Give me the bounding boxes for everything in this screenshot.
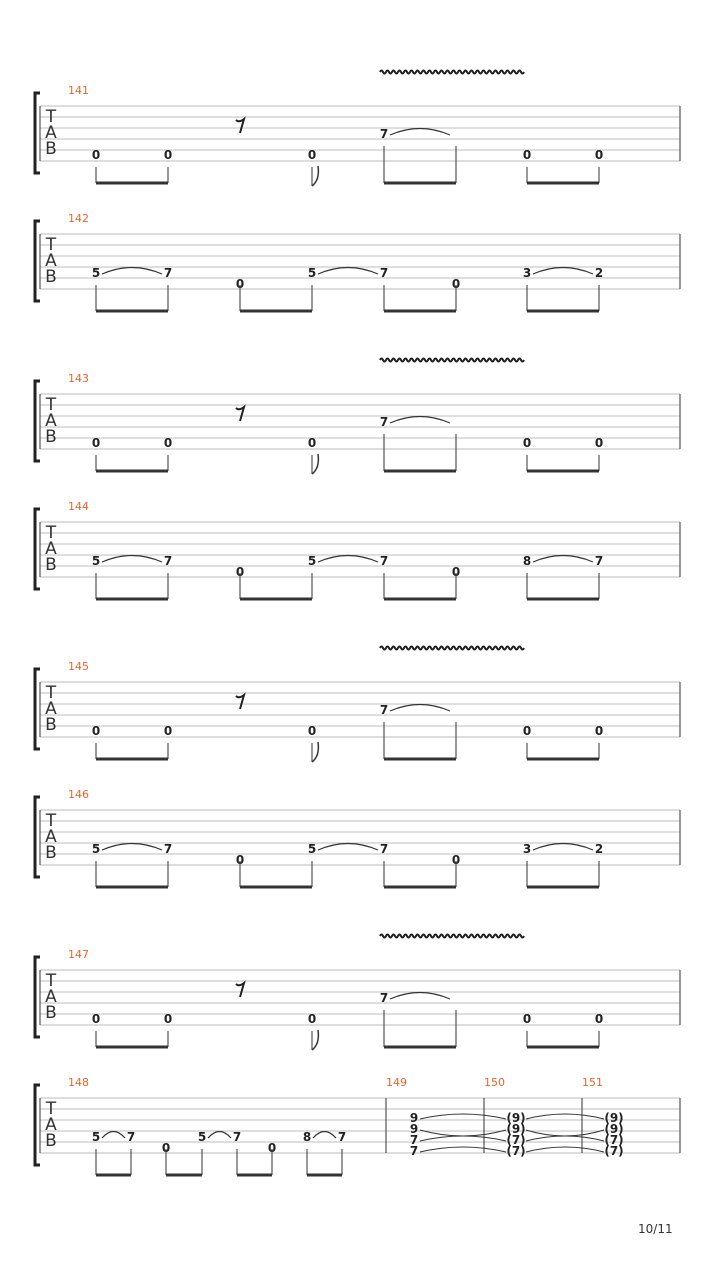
measure-number: 144 xyxy=(68,500,89,513)
tab-letter: T xyxy=(45,1099,57,1119)
fret-number: 0 xyxy=(522,148,532,162)
chord-fret: 9 xyxy=(409,1122,419,1136)
fret-number: 0 xyxy=(594,724,604,738)
staff-system xyxy=(35,1085,680,1165)
fret-number: 5 xyxy=(307,554,317,568)
staff-system xyxy=(35,669,680,749)
chord-fret: (7) xyxy=(506,1133,526,1147)
fret-number: 0 xyxy=(163,1012,173,1026)
measure-number: 141 xyxy=(68,84,89,97)
fret-number: 3 xyxy=(522,842,532,856)
fret-number: 0 xyxy=(91,1012,101,1026)
fret-number: 7 xyxy=(594,554,604,568)
fret-number: 7 xyxy=(126,1130,136,1144)
fret-number: 5 xyxy=(91,266,101,280)
tab-letter: T xyxy=(45,811,57,831)
tie-arc xyxy=(390,417,450,424)
tab-letter: B xyxy=(45,1003,57,1023)
note-flag xyxy=(312,742,318,762)
fret-number: 7 xyxy=(163,266,173,280)
tie-arc xyxy=(318,556,378,563)
fret-number: 7 xyxy=(379,842,389,856)
fret-number: 2 xyxy=(594,842,604,856)
chord-fret: (9) xyxy=(604,1122,624,1136)
note-flag xyxy=(312,454,318,474)
tie-arc xyxy=(318,268,378,275)
rest-symbol xyxy=(236,695,244,709)
staff-system xyxy=(35,509,680,589)
system-bracket xyxy=(35,381,40,461)
measure-number: 143 xyxy=(68,372,89,385)
fret-number: 0 xyxy=(235,277,245,291)
tab-letter: B xyxy=(45,715,57,735)
tie-arc xyxy=(420,1114,506,1119)
measure-number: 145 xyxy=(68,660,89,673)
chord-fret: (7) xyxy=(604,1133,624,1147)
fret-number: 5 xyxy=(307,266,317,280)
tab-letter: A xyxy=(45,827,57,847)
fret-number: 7 xyxy=(379,554,389,568)
tab-letter: A xyxy=(45,699,57,719)
fret-number: 0 xyxy=(163,148,173,162)
fret-number: 0 xyxy=(522,724,532,738)
fret-number: 0 xyxy=(522,436,532,450)
fret-number: 0 xyxy=(307,1012,317,1026)
fret-number: 0 xyxy=(307,724,317,738)
fret-number: 0 xyxy=(91,724,101,738)
fret-number: 8 xyxy=(302,1130,312,1144)
tie-arc xyxy=(420,1136,506,1141)
fret-number: 0 xyxy=(91,436,101,450)
vibrato-mark xyxy=(380,359,524,362)
tie-arc xyxy=(102,1132,125,1139)
tab-letter: B xyxy=(45,267,57,287)
tab-letter: A xyxy=(45,1115,57,1135)
tie-arc xyxy=(533,844,593,851)
tie-arc xyxy=(313,1132,336,1139)
fret-number: 7 xyxy=(163,554,173,568)
note-flag xyxy=(312,166,318,186)
fret-number: 0 xyxy=(307,436,317,450)
staff-system xyxy=(35,797,680,877)
vibrato-mark xyxy=(380,647,524,650)
tie-arc xyxy=(318,844,378,851)
measure-number: 146 xyxy=(68,788,89,801)
rest-symbol xyxy=(236,983,244,997)
staff-system xyxy=(35,93,680,173)
system-bracket xyxy=(35,797,40,877)
fret-number: 0 xyxy=(594,436,604,450)
measure-number: 148 xyxy=(68,1076,89,1089)
page-number: 10/11 xyxy=(638,1222,673,1236)
rest-symbol xyxy=(236,407,244,421)
fret-number: 0 xyxy=(451,277,461,291)
fret-number: 7 xyxy=(337,1130,347,1144)
fret-number: 7 xyxy=(379,266,389,280)
chord-fret: 7 xyxy=(409,1144,419,1158)
tab-letter: A xyxy=(45,251,57,271)
fret-number: 2 xyxy=(594,266,604,280)
fret-number: 3 xyxy=(522,266,532,280)
vibrato-mark xyxy=(380,71,524,74)
tie-arc xyxy=(102,268,162,275)
chord-fret: (9) xyxy=(604,1111,624,1125)
chord-fret: (9) xyxy=(506,1122,526,1136)
tie-arc xyxy=(102,844,162,851)
tab-letter: B xyxy=(45,1131,57,1151)
tab-letter: B xyxy=(45,843,57,863)
measure-number: 142 xyxy=(68,212,89,225)
fret-number: 7 xyxy=(379,415,389,429)
measure-number: 149 xyxy=(386,1076,407,1089)
tab-letter: T xyxy=(45,395,57,415)
tab-letter: T xyxy=(45,107,57,127)
tab-letter: T xyxy=(45,523,57,543)
chord-fret: 9 xyxy=(409,1111,419,1125)
fret-number: 0 xyxy=(522,1012,532,1026)
fret-number: 0 xyxy=(451,853,461,867)
tie-arc xyxy=(526,1136,604,1141)
rest-symbol xyxy=(236,119,244,133)
system-bracket xyxy=(35,957,40,1037)
tab-letter: T xyxy=(45,235,57,255)
system-bracket xyxy=(35,509,40,589)
tie-arc xyxy=(208,1132,231,1139)
tab-letter: A xyxy=(45,123,57,143)
tie-arc xyxy=(526,1114,604,1119)
fret-number: 5 xyxy=(197,1130,207,1144)
fret-number: 0 xyxy=(163,724,173,738)
note-flag xyxy=(312,1030,318,1050)
staff-system xyxy=(35,221,680,301)
fret-number: 0 xyxy=(235,853,245,867)
system-bracket xyxy=(35,1085,40,1165)
tab-letter: A xyxy=(45,539,57,559)
fret-number: 7 xyxy=(232,1130,242,1144)
measure-number: 150 xyxy=(484,1076,505,1089)
chord-fret: (7) xyxy=(604,1144,624,1158)
tie-arc xyxy=(102,556,162,563)
system-bracket xyxy=(35,93,40,173)
measure-number: 151 xyxy=(582,1076,603,1089)
vibrato-mark xyxy=(380,935,524,938)
tab-letter: B xyxy=(45,139,57,159)
staff-system xyxy=(35,957,680,1037)
tie-arc xyxy=(390,705,450,712)
tab-letter: B xyxy=(45,427,57,447)
fret-number: 0 xyxy=(594,148,604,162)
chord-fret: 7 xyxy=(409,1133,419,1147)
tie-arc xyxy=(390,993,450,1000)
fret-number: 5 xyxy=(91,1130,101,1144)
fret-number: 0 xyxy=(307,148,317,162)
fret-number: 7 xyxy=(379,127,389,141)
fret-number: 5 xyxy=(91,554,101,568)
tab-letter: B xyxy=(45,555,57,575)
fret-number: 5 xyxy=(307,842,317,856)
chord-fret: (9) xyxy=(506,1111,526,1125)
tab-letter: A xyxy=(45,987,57,1007)
system-bracket xyxy=(35,669,40,749)
tab-letter: T xyxy=(45,971,57,991)
fret-number: 7 xyxy=(163,842,173,856)
measure-number: 147 xyxy=(68,948,89,961)
tie-arc xyxy=(526,1147,604,1152)
staff-system xyxy=(35,381,680,461)
fret-number: 0 xyxy=(451,565,461,579)
tie-arc xyxy=(390,129,450,136)
tie-arc xyxy=(533,556,593,563)
tie-arc xyxy=(420,1147,506,1152)
tie-arc xyxy=(533,268,593,275)
fret-number: 0 xyxy=(594,1012,604,1026)
fret-number: 5 xyxy=(91,842,101,856)
fret-number: 0 xyxy=(163,436,173,450)
fret-number: 0 xyxy=(235,565,245,579)
system-bracket xyxy=(35,221,40,301)
fret-number: 0 xyxy=(161,1141,171,1155)
fret-number: 7 xyxy=(379,991,389,1005)
fret-number: 0 xyxy=(267,1141,277,1155)
fret-number: 8 xyxy=(522,554,532,568)
fret-number: 0 xyxy=(91,148,101,162)
tab-letter: A xyxy=(45,411,57,431)
chord-fret: (7) xyxy=(506,1144,526,1158)
fret-number: 7 xyxy=(379,703,389,717)
tab-letter: T xyxy=(45,683,57,703)
